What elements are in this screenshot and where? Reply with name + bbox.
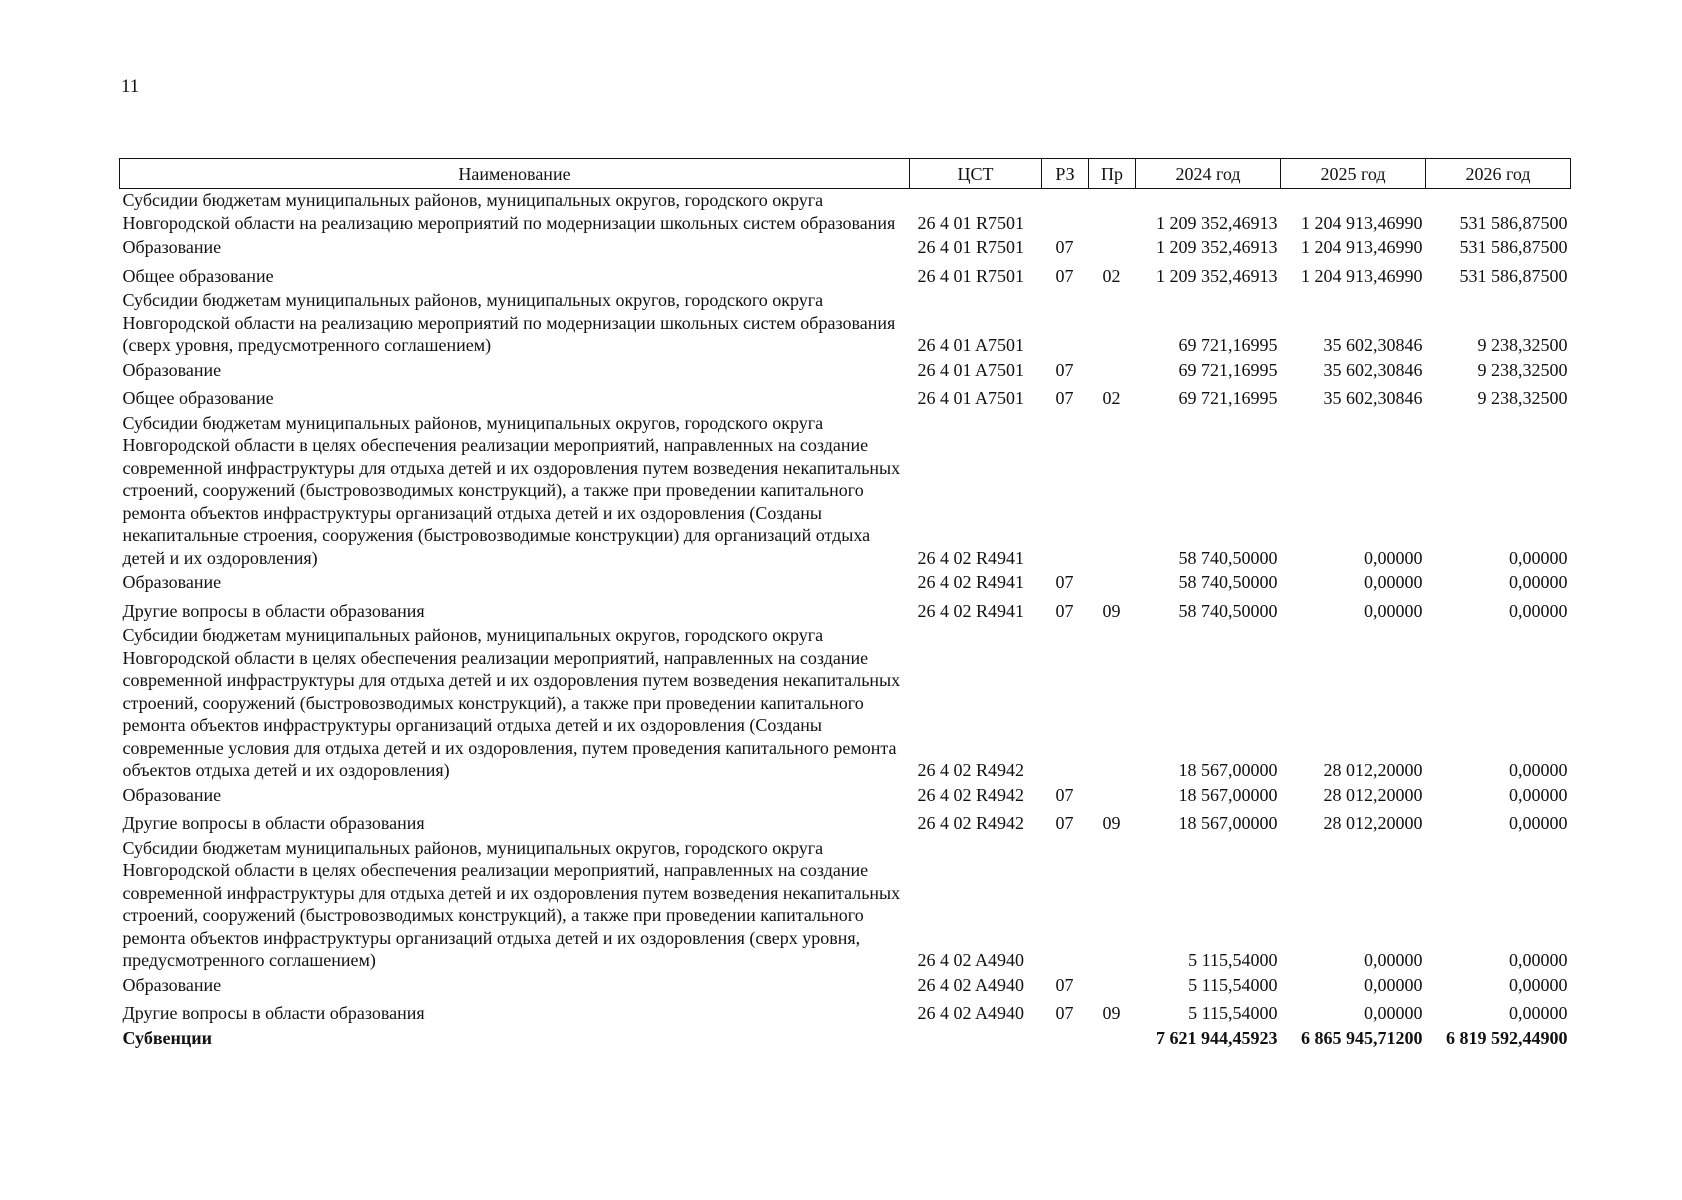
table-header [120,159,1571,189]
row-2025: 1 204 913,46990 [1301,212,1423,233]
row-name: Образование [122,359,222,380]
row-2024: 69 721,16995 [1178,335,1278,355]
row-2025: 0,00000 [1364,950,1423,970]
row-2026: 0,00000 [1509,784,1568,805]
table-row [120,808,1571,837]
row-cst: 26 4 02 A4940 [917,1003,1025,1023]
row-pr [1089,236,1136,261]
table-row [120,359,1571,384]
table-row [120,624,1571,784]
row-2026: 531 586,87500 [1459,237,1568,257]
row-2024: 58 740,50000 [1178,572,1278,592]
row-name: Субсидии бюджетам муниципальных районов, муниципальных округов, городского округа Новгородской области в целях обеспечения реализации мероприятий, направленных на создание современной инфраструктуры для отдыха детей и их оздоровления путем возведения некапитальных строений, сооружений (быстровозводимых конструкций), а также при проведении капитального ремонта объектов инфраструктуры организаций отдыха детей и их оздоровления (Созданы современные условия для отдыха детей и их оздоровления, путем проведения капитального ремонта объектов отдыха детей и их оздоровления) [122,625,901,780]
row-2025: 35 602,30846 [1323,359,1423,380]
row-pr: 09 [1102,813,1121,833]
row-pr [1089,359,1136,384]
row-2025: 28 012,20000 [1323,760,1423,780]
row-cst: 26 4 01 R7501 [917,212,1025,233]
table-body [120,189,1571,1052]
row-cst: 26 4 02 A4940 [917,974,1025,995]
row-rz: 07 [1055,237,1074,257]
header-rz: РЗ [1042,159,1089,189]
table-row [120,998,1571,1027]
row-pr [1089,412,1136,572]
row-rz: 07 [1055,265,1074,286]
row-2024: 58 740,50000 [1178,547,1278,568]
row-2025: 28 012,20000 [1323,784,1423,805]
row-cst: 26 4 02 R4941 [917,600,1025,621]
row-cst: 26 4 02 R4942 [917,760,1025,780]
row-name: Образование [122,974,222,995]
header-cst: ЦСТ [910,159,1042,189]
row-2025: 0,00000 [1364,600,1423,621]
row-2026: 0,00000 [1509,813,1568,833]
row-pr [1089,289,1136,359]
row-name: Общее образование [122,265,274,286]
row-name: Субсидии бюджетам муниципальных районов, муниципальных округов, городского округа Новгородской области на реализацию мероприятий по модернизации школьных систем образования (сверх уровня, предусмотренного соглашением) [122,290,896,355]
row-2024: 5 115,54000 [1188,950,1278,970]
row-rz [1042,624,1089,784]
row-2025: 0,00000 [1364,974,1423,995]
row-2025: 6 865 945,71200 [1301,1027,1423,1048]
row-pr: 09 [1102,1003,1121,1023]
row-name: Субвенции [122,1027,213,1048]
table-row [120,784,1571,809]
row-name: Образование [122,237,222,257]
row-2026: 9 238,32500 [1477,335,1568,355]
row-2026: 9 238,32500 [1477,359,1568,380]
row-rz: 07 [1055,1003,1074,1023]
row-2026: 0,00000 [1509,600,1568,621]
row-pr [1089,624,1136,784]
row-name: Субсидии бюджетам муниципальных районов, муниципальных округов, городского округа Новгородской области в целях обеспечения реализации мероприятий, направленных на создание современной инфраструктуры для отдыха детей и их оздоровления путем возведения некапитальных строений, сооружений (быстровозводимых конструкций), а также при проведении капитального ремонта объектов инфраструктуры организаций отдыха детей и их оздоровления (Созданы некапитальные строения, сооружения (быстровозводимые конструкции) для организаций отдыха детей и их оздоровления) [122,412,901,568]
row-pr [1089,784,1136,809]
row-2024: 18 567,00000 [1178,813,1278,833]
header-2026: 2026 год [1426,159,1571,189]
row-2025: 35 602,30846 [1323,335,1423,355]
row-pr [1089,974,1136,999]
row-rz [1042,412,1089,572]
row-2024: 1 209 352,46913 [1156,265,1278,286]
table-row [120,837,1571,974]
row-2024: 1 209 352,46913 [1156,212,1278,233]
row-name: Другие вопросы в области образования [122,600,425,621]
row-2026: 6 819 592,44900 [1446,1027,1568,1048]
table-row [120,289,1571,359]
row-cst [910,1027,1042,1052]
row-cst: 26 4 02 R4942 [917,784,1025,805]
row-name: Другие вопросы в области образования [122,1003,425,1023]
row-2025: 0,00000 [1364,1003,1423,1023]
table-row [120,383,1571,412]
row-name: Субсидии бюджетам муниципальных районов, муниципальных округов, городского округа Новгородской области в целях обеспечения реализации мероприятий, направленных на создание современной инфраструктуры для отдыха детей и их оздоровления путем возведения некапитальных строений, сооружений (быстровозводимых конструкций), а также при проведении капитального ремонта объектов инфраструктуры организаций отдыха детей и их оздоровления (сверх уровня, предусмотренного соглашением) [122,837,901,970]
row-name: Образование [122,572,222,592]
row-2026: 0,00000 [1509,950,1568,970]
row-2026: 9 238,32500 [1477,388,1568,408]
row-2026: 531 586,87500 [1459,212,1568,233]
row-2024: 69 721,16995 [1178,388,1278,408]
row-2024: 5 115,54000 [1188,974,1278,995]
row-pr [1089,571,1136,596]
row-name: Общее образование [122,388,274,408]
table-row [120,596,1571,625]
row-pr: 09 [1102,600,1121,621]
row-rz: 07 [1055,572,1074,592]
row-rz: 07 [1055,974,1074,995]
table-row [120,412,1571,572]
row-2024: 18 567,00000 [1178,760,1278,780]
row-cst: 26 4 01 A7501 [917,359,1025,380]
table-row [120,261,1571,290]
page-number: 11 [121,76,140,97]
row-cst: 26 4 01 A7501 [917,335,1025,355]
row-2025: 1 204 913,46990 [1301,265,1423,286]
row-cst: 26 4 01 A7501 [917,388,1025,408]
table-row-total [120,1027,1571,1052]
row-rz: 07 [1055,813,1074,833]
header-2024: 2024 год [1136,159,1281,189]
row-rz [1042,289,1089,359]
row-cst: 26 4 01 R7501 [917,237,1025,257]
row-2025: 0,00000 [1364,572,1423,592]
row-2024: 58 740,50000 [1178,600,1278,621]
row-2024: 7 621 944,45923 [1156,1027,1278,1048]
budget-table [119,158,1571,1051]
row-cst: 26 4 01 R7501 [917,265,1025,286]
row-rz: 07 [1055,600,1074,621]
row-2025: 35 602,30846 [1323,388,1423,408]
row-2026: 531 586,87500 [1459,265,1568,286]
row-2024: 1 209 352,46913 [1156,237,1278,257]
row-2024: 69 721,16995 [1178,359,1278,380]
header-name: Наименование [120,159,910,189]
row-2026: 0,00000 [1509,1003,1568,1023]
table-row [120,974,1571,999]
row-2025: 28 012,20000 [1323,813,1423,833]
row-2026: 0,00000 [1509,572,1568,592]
row-rz [1042,837,1089,974]
row-cst: 26 4 02 R4941 [917,547,1025,568]
row-rz [1042,1027,1089,1052]
row-2025: 0,00000 [1364,547,1423,568]
row-cst: 26 4 02 A4940 [917,950,1025,970]
table-row [120,236,1571,261]
row-rz: 07 [1055,388,1074,408]
row-name: Образование [122,784,222,805]
row-2026: 0,00000 [1509,547,1568,568]
row-rz: 07 [1055,359,1074,380]
row-pr: 02 [1102,265,1121,286]
row-name: Другие вопросы в области образования [122,813,425,833]
row-2026: 0,00000 [1509,760,1568,780]
row-pr [1089,189,1136,237]
row-pr [1089,1027,1136,1052]
table-row [120,189,1571,237]
row-pr [1089,837,1136,974]
header-2025: 2025 год [1281,159,1426,189]
row-cst: 26 4 02 R4941 [917,572,1025,592]
row-cst: 26 4 02 R4942 [917,813,1025,833]
header-pr: Пр [1089,159,1136,189]
row-rz: 07 [1055,784,1074,805]
row-2025: 1 204 913,46990 [1301,237,1423,257]
row-rz [1042,189,1089,237]
row-2024: 5 115,54000 [1188,1003,1278,1023]
row-pr: 02 [1102,388,1121,408]
row-2026: 0,00000 [1509,974,1568,995]
row-2024: 18 567,00000 [1178,784,1278,805]
table-row [120,571,1571,596]
row-name: Субсидии бюджетам муниципальных районов, муниципальных округов, городского округа Новгородской области на реализацию мероприятий по модернизации школьных систем образования [122,190,896,233]
